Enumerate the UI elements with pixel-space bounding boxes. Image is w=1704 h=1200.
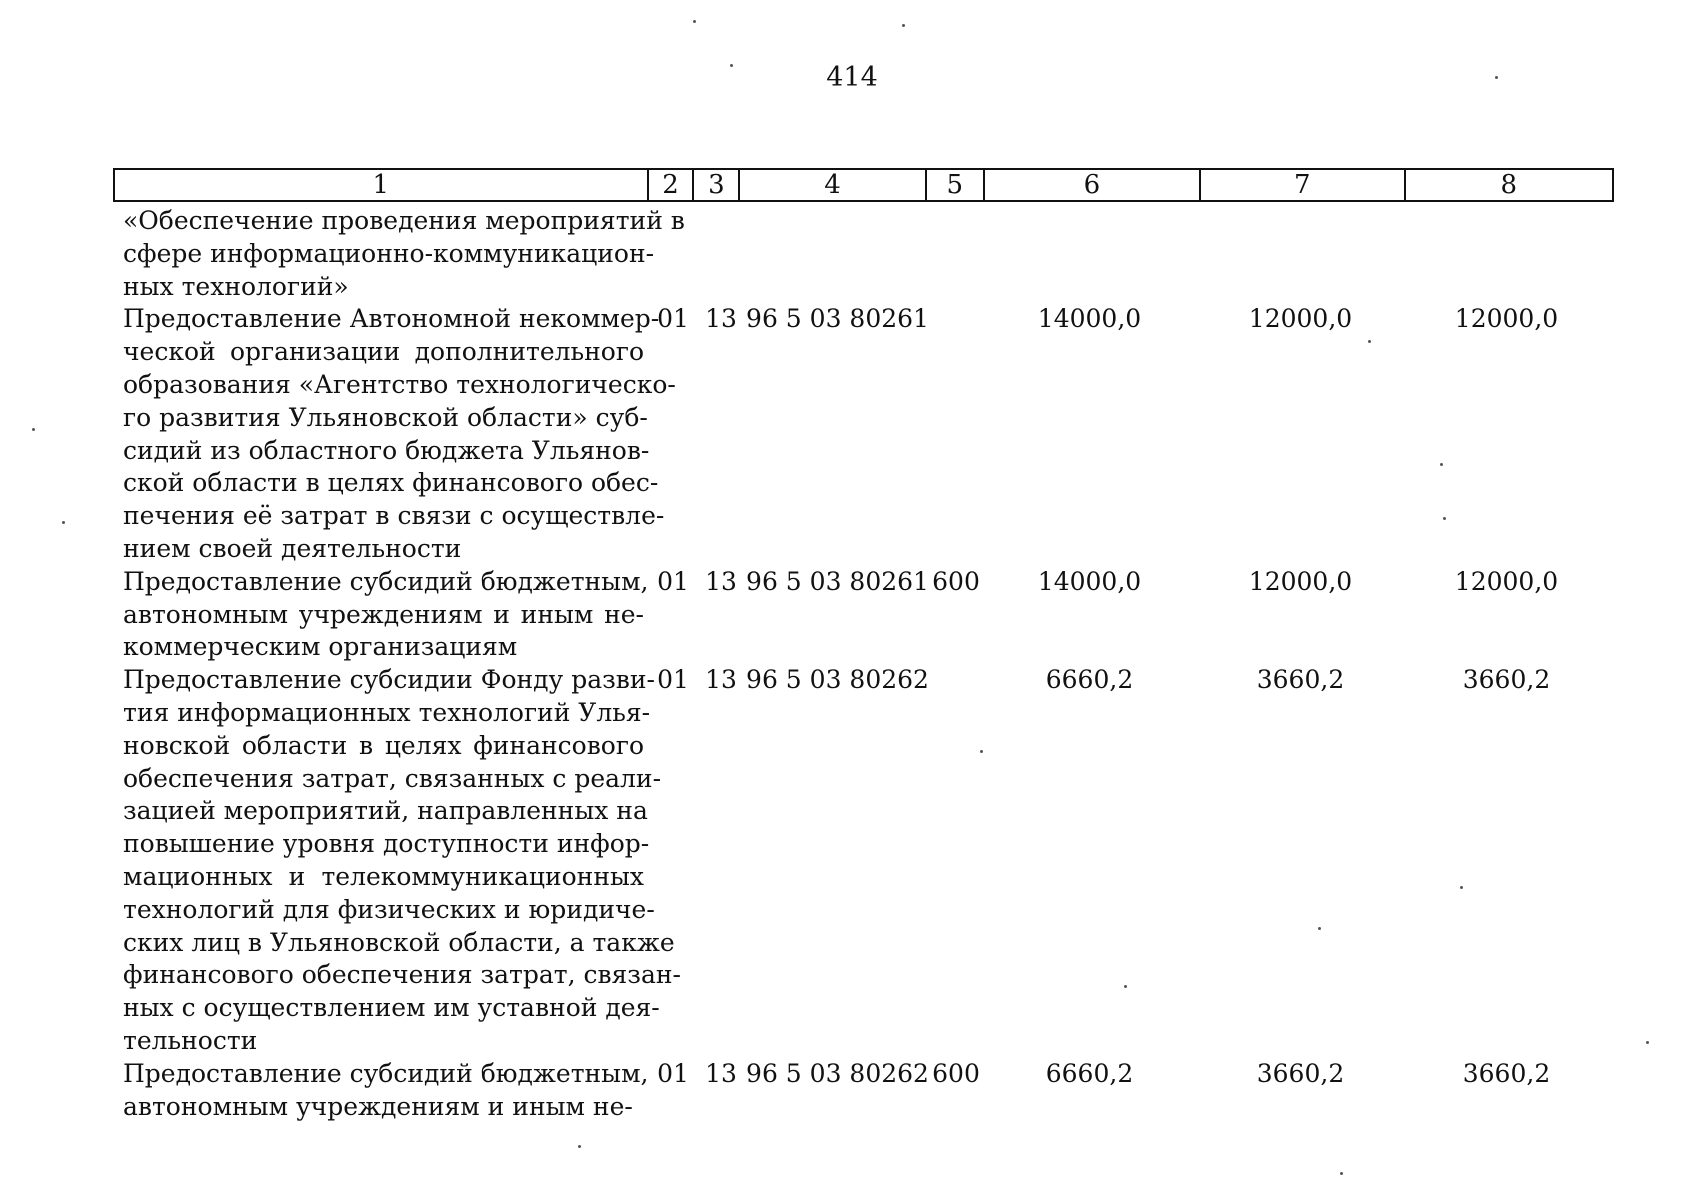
cell-c3: 13 xyxy=(705,665,737,695)
description-line: повышение уровня доступности инфор- xyxy=(123,829,650,859)
description-line: тия информационных технологий Улья- xyxy=(123,697,651,727)
description-line: образования «Агентство технологическо- xyxy=(123,369,676,399)
cell-c2: 01 xyxy=(657,304,689,334)
table-row xyxy=(113,205,1614,303)
header-col-1: 1 xyxy=(115,170,649,200)
description-line: автономным учреждениям и иным не- xyxy=(123,599,644,629)
description-line: Предоставление субсидий бюджетным, xyxy=(123,566,649,596)
table-row xyxy=(113,664,1614,1058)
description-line: мационных и телекоммуникационных xyxy=(123,861,644,891)
cell-c7: 12000,0 xyxy=(1248,566,1353,596)
description-line: го развития Ульяновской области» суб- xyxy=(123,402,648,432)
cell-c7: 3660,2 xyxy=(1256,665,1345,695)
description-line: ских лиц в Ульяновской области, а также xyxy=(123,927,675,957)
table-header xyxy=(113,168,1614,202)
header-col-7: 7 xyxy=(1201,170,1405,200)
header-col-4: 4 xyxy=(740,170,927,200)
cell-c6: 6660,2 xyxy=(1045,665,1134,695)
description-line: новской области в целях финансового xyxy=(123,730,644,760)
cell-c4: 96 5 03 80262 xyxy=(746,665,929,695)
cell-c6: 14000,0 xyxy=(1037,566,1142,596)
description-line: сидий из областного бюджета Ульянов- xyxy=(123,435,650,465)
header-col-6: 6 xyxy=(985,170,1201,200)
description-line: технологий для физических и юридиче- xyxy=(123,894,655,924)
cell-c7: 12000,0 xyxy=(1248,304,1353,334)
description-line: обеспечения затрат, связанных с реали- xyxy=(123,763,662,793)
description-line: ческой организации дополнительного xyxy=(123,337,644,367)
cell-c4: 96 5 03 80261 xyxy=(746,566,929,596)
row-description xyxy=(113,566,649,664)
cell-c2: 01 xyxy=(657,1058,689,1088)
description-line: печения её затрат в связи с осуществле- xyxy=(123,501,665,531)
description-line: автономным учреждениям и иным не- xyxy=(123,1091,633,1121)
row-description xyxy=(113,205,685,303)
description-line: сфере информационно-коммуникацион- xyxy=(123,238,655,268)
cell-c8: 12000,0 xyxy=(1454,304,1559,334)
description-line: зацией мероприятий, направленных на xyxy=(123,796,648,826)
cell-c3: 13 xyxy=(705,566,737,596)
cell-c3: 13 xyxy=(705,1058,737,1088)
table-body xyxy=(113,205,1614,1123)
header-col-8: 8 xyxy=(1500,170,1518,200)
cell-c5: 600 xyxy=(932,566,980,596)
description-line: ных с осуществлением им уставной дея- xyxy=(123,993,660,1023)
cell-c4: 96 5 03 80262 xyxy=(746,1058,929,1088)
description-line: тельности xyxy=(123,1025,258,1055)
header-col-5: 5 xyxy=(927,170,985,200)
cell-c8: 3660,2 xyxy=(1462,665,1551,695)
description-line: нием своей деятельности xyxy=(123,533,462,563)
cell-c6: 6660,2 xyxy=(1045,1058,1134,1088)
cell-c4: 96 5 03 80261 xyxy=(746,304,929,334)
description-line: ных технологий» xyxy=(123,271,349,301)
cell-c8: 3660,2 xyxy=(1462,1058,1551,1088)
description-line: финансового обеспечения затрат, связан- xyxy=(123,960,681,990)
header-col-2: 2 xyxy=(649,170,695,200)
description-line: коммерческим организациям xyxy=(123,632,518,662)
cell-c8: 12000,0 xyxy=(1454,566,1559,596)
cell-c5: 600 xyxy=(932,1058,980,1088)
table-row xyxy=(113,1058,1614,1124)
cell-c2: 01 xyxy=(657,665,689,695)
table-row xyxy=(113,303,1614,565)
description-line: «Обеспечение проведения мероприятий в xyxy=(123,206,685,235)
description-line: Предоставление субсидии Фонду разви- xyxy=(123,665,655,695)
description-line: Предоставление субсидий бюджетным, xyxy=(123,1058,649,1088)
cell-c6: 14000,0 xyxy=(1037,304,1142,334)
description-line: ской области в целях финансового обес- xyxy=(123,468,659,498)
header-col-3: 3 xyxy=(694,170,740,200)
cell-c3: 13 xyxy=(705,304,737,334)
cell-c2: 01 xyxy=(657,566,689,596)
cell-c7: 3660,2 xyxy=(1256,1058,1345,1088)
page-number: 414 xyxy=(826,62,878,93)
description-line: Предоставление Автономной некоммер- xyxy=(123,304,660,334)
row-description xyxy=(113,1058,649,1124)
table-row xyxy=(113,566,1614,664)
